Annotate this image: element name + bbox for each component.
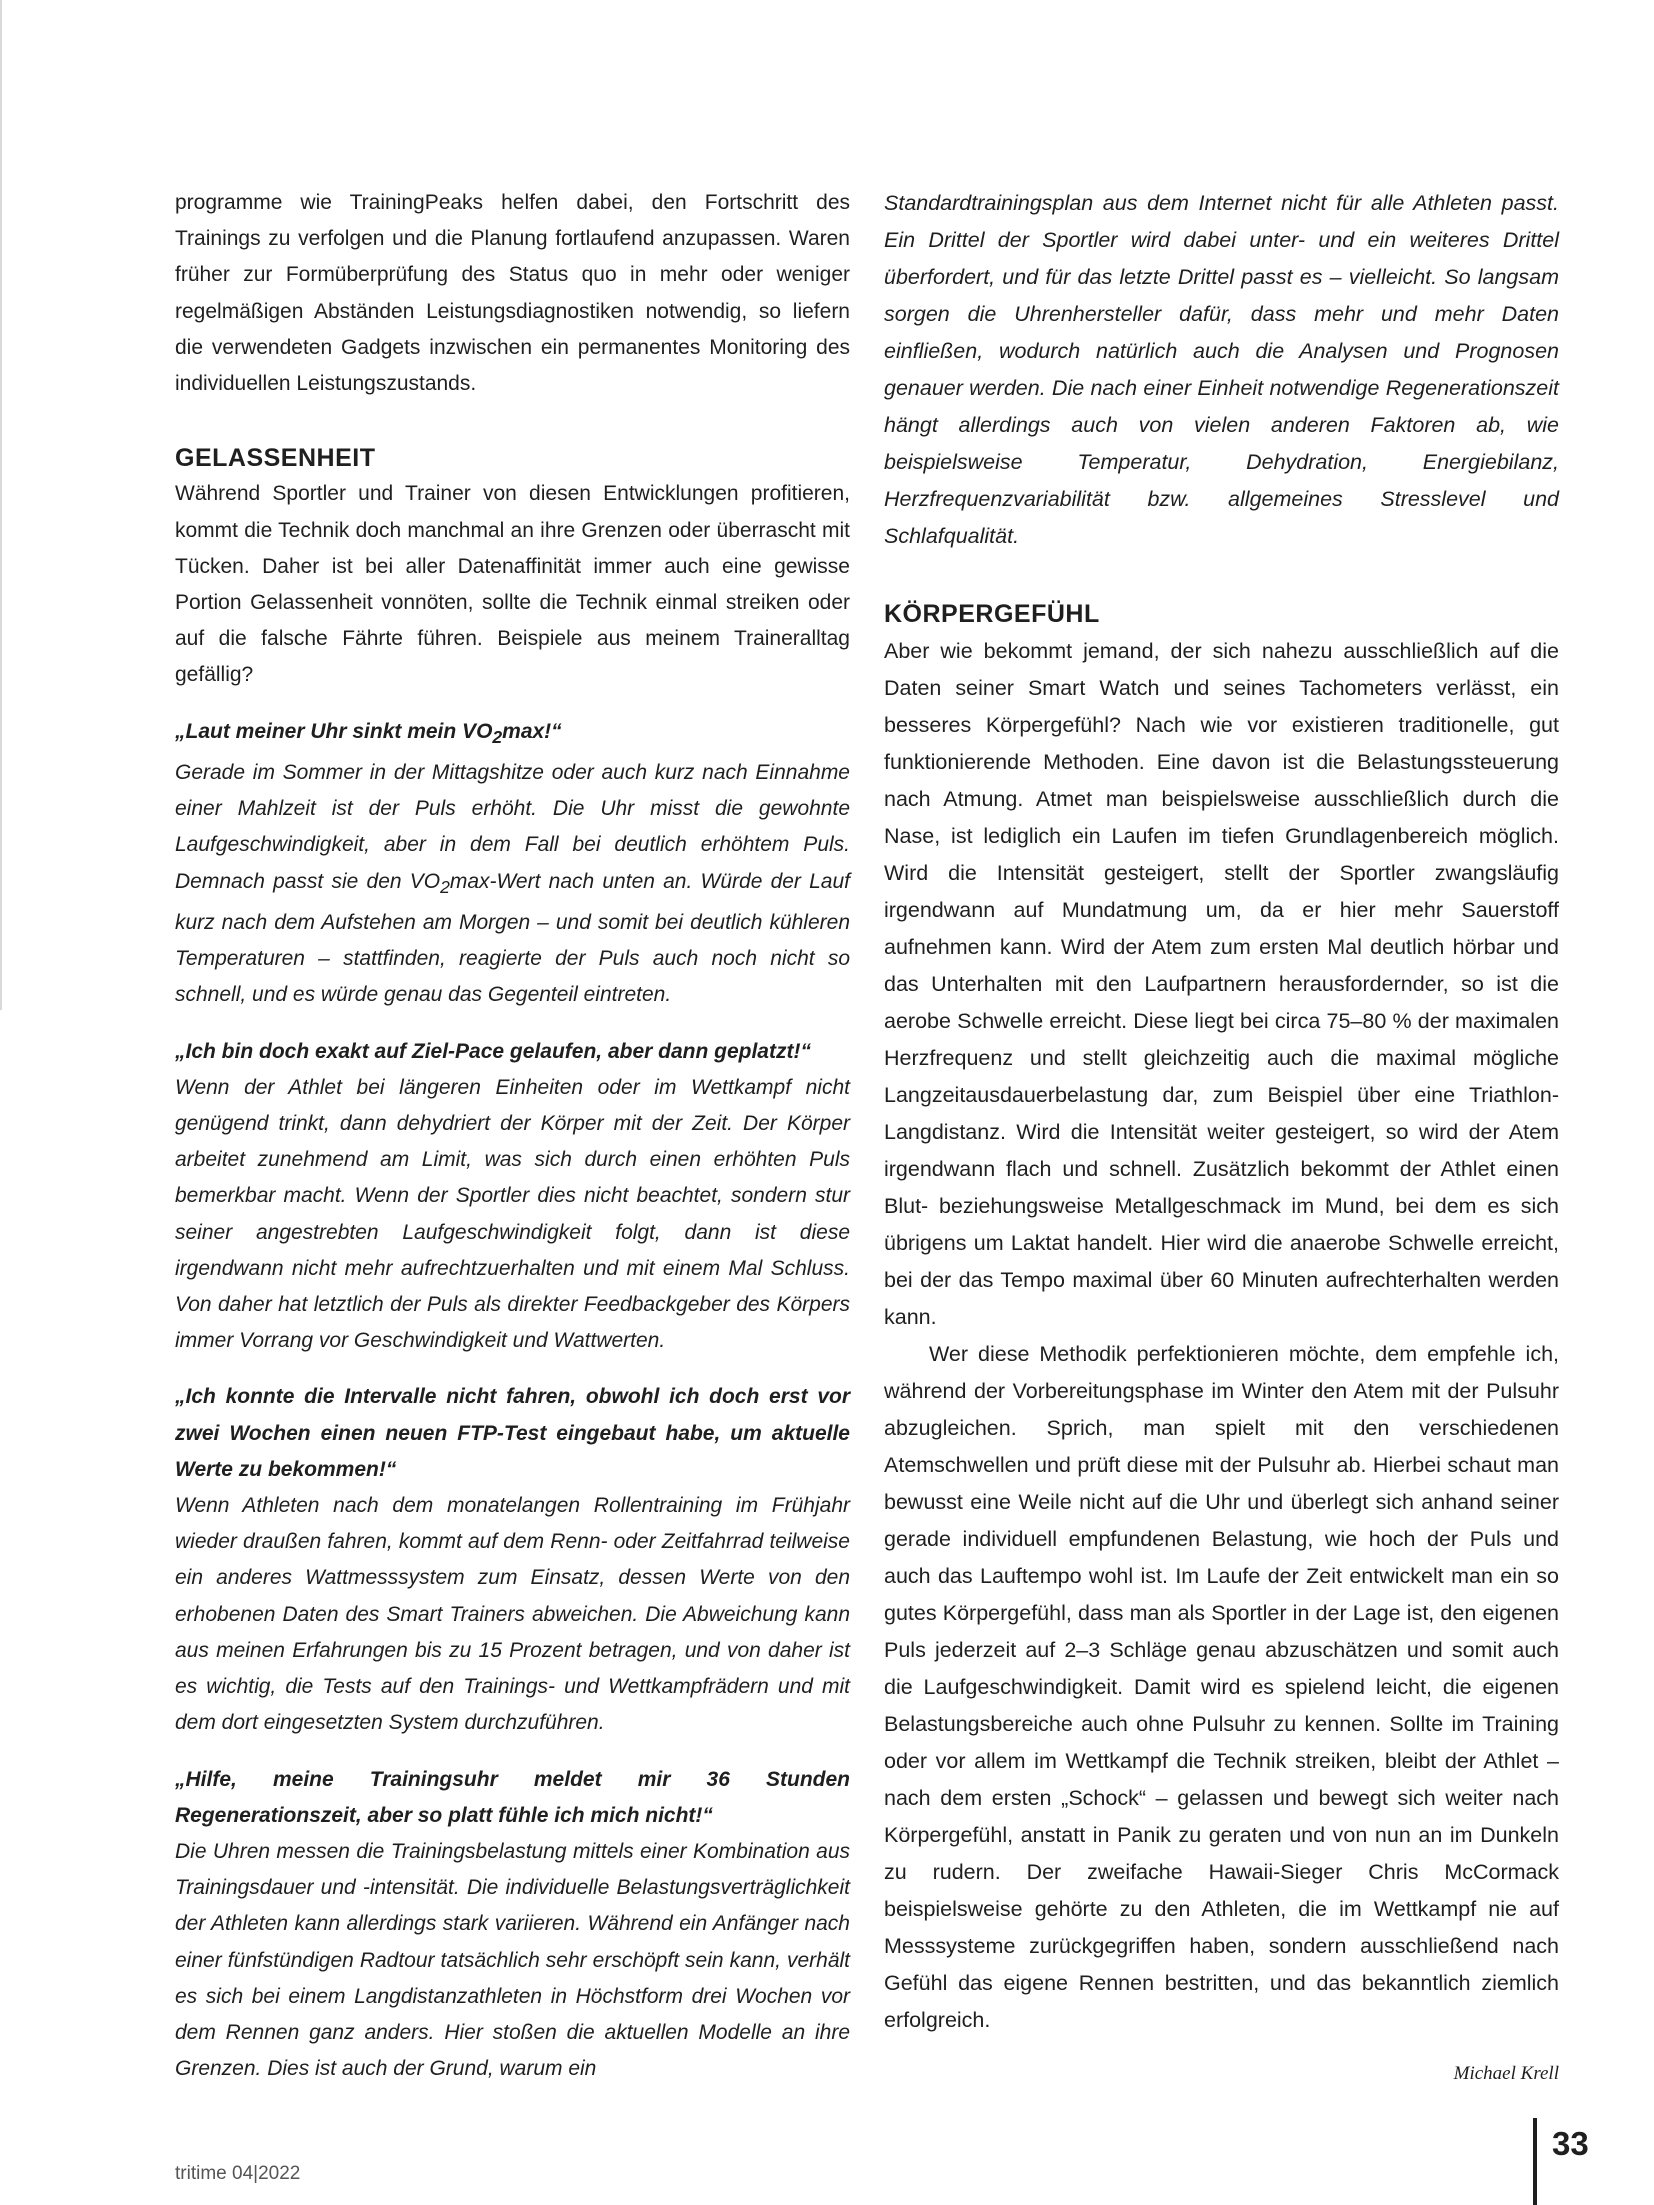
author-signature: Michael Krell: [1453, 2063, 1559, 2084]
quote-text-regeneration-continued: Standardtrainingsplan aus dem Internet nicht für alle Athleten passt. Ein Drittel der Sportler wird dabei unter- und ein weiteres Drittel überfordert, und für das letzte Drittel passt es – vielleicht. So langsam sorgen die Uhrenhersteller dafür, dass mehr und mehr Daten einfließen, wodurch natürlich auch die Analysen und Prognosen genauer werden. Die nach einer Einheit notwendige Regenerationszeit hängt allerdings auch von vielen anderen Faktoren ab, wie beispielsweise Temperatur, Dehydration, Energiebilanz, Herzfrequenzvariabilität bzw. allgemeines Stresslevel und Schlafqualität.: [884, 191, 1559, 548]
footer-divider: [1533, 2118, 1537, 2205]
quote-heading-ziel-pace: „Ich bin doch exakt auf Ziel-Pace gelaufen, aber dann geplatzt!“: [175, 1039, 811, 1063]
quote-text-intervalle: Wenn Athleten nach dem monatelangen Rollentraining im Frühjahr wieder draußen fahren, kommt auf dem Renn- oder Zeitfahrrad teilweise ein anderes Wattmesssystem zum Einsatz, dessen Werte von den erhobenen Daten des Smart Trainers abweichen. Die Abweichung kann aus meinen Erfahrungen bis zu 15 Prozent betragen, und von daher ist es wichtig, die Tests auf den Trainings- und Wettkampfrädern und mit dem dort eingesetzten System durchzuführen.: [175, 1494, 850, 1735]
page-number: 33: [1552, 2125, 1589, 2162]
section-heading-koerpergefuehl: KÖRPERGEFÜHL: [884, 600, 1100, 628]
quote-text-vo2max: Gerade im Sommer in der Mittagshitze oder auch kurz nach Einnahme einer Mahlzeit ist der Puls erhöht. Die Uhr misst die gewohnte Laufgeschwindigkeit, aber in dem Fall bei deutlich erhöhtem Puls. Demnach passt sie den $VO_2\max$-Wert nach unten an. Würde der Lauf kurz nach dem Aufstehen am Morgen – und somit bei deutlich kühleren Temperaturen – stattfinden, reagierte der Puls auch noch nicht so schnell, und es würde genau das Gegenteil eintreten.: [175, 761, 850, 1007]
footer-issue-label: tritime 04|2022: [175, 2163, 301, 2184]
quote-text-regeneration: Die Uhren messen die Trainingsbelastung mittels einer Kombination aus Trainingsdauer und -intensität. Die individuelle Belastungsverträglichkeit der Athleten kann allerdings stark variieren. Während ein Anfänger nach einer fünfstündigen Radtour tatsächlich sehr erschöpft sein kann, verhält es sich bei einem Langdistanzathleten in Höchstform drei Wochen vor dem Rennen ganz anders. Hier stoßen die aktuellen Modelle an ihre Grenzen. Dies ist auch der Grund, warum ein: [175, 1839, 850, 2081]
right-column: [884, 185, 1559, 2092]
gelassenheit-paragraph: Während Sportler und Trainer von diesen Entwicklungen profitieren, kommt die Technik doch manchmal an ihre Grenzen oder überrascht mit Tücken. Daher ist bei aller Datenaffinität immer auch eine gewisse Portion Gelassenheit vonnöten, sollte die Technik einmal streiken oder auf die falsche Fährte führen. Beispiele aus meinem Traineralltag gefällig?: [175, 482, 850, 687]
quote-heading-intervalle: „Ich konnte die Intervalle nicht fahren, obwohl ich doch erst vor zwei Wochen einen neuen FTP-Test eingebaut habe, um aktuelle Werte zu bekommen!“: [175, 1385, 850, 1481]
left-column: [175, 185, 850, 2087]
quote-text-ziel-pace: Wenn der Athlet bei längeren Einheiten oder im Wettkampf nicht genügend trinkt, dann dehydriert der Körper mit der Zeit. Der Körper arbeitet zunehmend am Limit, was sich durch einen erhöhten Puls bemerkbar macht. Wenn der Sportler dies nicht beachtet, sondern stur seiner angestrebten Laufgeschwindigkeit folgt, dann ist diese irgendwann nicht mehr aufrechtzuerhalten und mit einem Mal Schluss. Von daher hat letztlich der Puls als direkter Feedbackgeber des Körpers immer Vorrang vor Geschwindigkeit und Wattwerten.: [175, 1075, 850, 1353]
section-heading-gelassenheit: GELASSENHEIT: [175, 444, 376, 473]
quote-heading-regeneration: „Hilfe, meine Trainingsuhr meldet mir 36 Stunden Regenerationszeit, aber so platt fühle ich mich nicht!“: [175, 1767, 850, 1827]
page-edge-mark: [0, 0, 2, 1010]
intro-paragraph: programme wie TrainingPeaks helfen dabei, den Fortschritt des Trainings zu verfolgen und die Planung fortlaufend anzupassen. Waren früher zur Formüberprüfung des Status quo in mehr oder weniger regelmäßigen Abständen Leistungsdiagnostiken notwendig, so liefern die verwendeten Gadgets inzwischen ein permanentes Monitoring des individuellen Leistungszustands.: [175, 191, 850, 396]
quote-heading-vo2max: „Laut meiner Uhr sinkt mein $VO_2\max!“$: [175, 719, 562, 747]
koerpergefuehl-paragraph-2: Wer diese Methodik perfektionieren möchte, dem empfehle ich, während der Vorbereitungsphase im Winter den Atem mit der Pulsuhr abzugleichen. Sprich, man spielt mit den verschiedenen Atemschwellen und prüft diese mit der Pulsuhr ab. Hierbei schaut man bewusst eine Weile nicht auf die Uhr und überlegt sich anhand seiner gerade individuell empfundenen Belastung, wie hoch der Puls und auch das Lauftempo wohl ist. Im Laufe der Zeit entwickelt man ein so gutes Körpergefühl, dass man als Sportler in der Lage ist, den eigenen Puls jederzeit auf 2–3 Schläge genau abzuschätzen und somit auch die Laufgeschwindigkeit. Damit wird es spielend leicht, die eigenen Belastungsbereiche auch ohne Pulsuhr zu kennen. Sollte im Training oder vor allem im Wettkampf die Technik streiken, bleibt der Athlet – nach dem ersten „Schock“ – gelassen und bewegt sich weiter nach Körpergefühl, anstatt in Panik zu geraten und von nun an im Dunkeln zu rudern. Der zweifache Hawaii-Sieger Chris McCormack beispielsweise gehörte zu den Athleten, die im Wettkampf nie auf Messsysteme zurückgegriffen haben, sondern ausschließend nach Gefühl das eigene Rennen bestritten, und das bekanntlich ziemlich erfolgreich.: [884, 1342, 1559, 2032]
koerpergefuehl-paragraph-1: Aber wie bekommt jemand, der sich nahezu ausschließlich auf die Daten seiner Smart Watch und seines Tachometers verlässt, ein besseres Körpergefühl? Nach wie vor existieren traditionelle, gut funktionierende Methoden. Eine davon ist die Belastungssteuerung nach Atmung. Atmet man beispielsweise ausschließlich durch die Nase, ist lediglich ein Laufen im tiefen Grundlagenbereich möglich. Wird die Intensität gesteigert, stellt der Sportler zwangsläufig irgendwann auf Mundatmung um, da er hier mehr Sauerstoff aufnehmen kann. Wird der Atem zum ersten Mal deutlich hörbar und das Unterhalten mit den Laufpartnern herausfordernder, so ist die aerobe Schwelle erreicht. Diese liegt bei circa 75–80 % der maximalen Herzfrequenz und stellt gleichzeitig auch die maximal mögliche Langzeitausdauerbelastung dar, zum Beispiel über eine Triathlon-Langdistanz. Wird die Intensität weiter gesteigert, so wird der Atem irgendwann flach und schnell. Zusätzlich bekommt der Athlet einen Blut- beziehungsweise Metallgeschmack im Mund, bei dem es sich übrigens um Laktat handelt. Hier wird die anaerobe Schwelle erreicht, bei der das Tempo maximal über 60 Minuten aufrechterhalten werden kann.: [884, 639, 1559, 1329]
